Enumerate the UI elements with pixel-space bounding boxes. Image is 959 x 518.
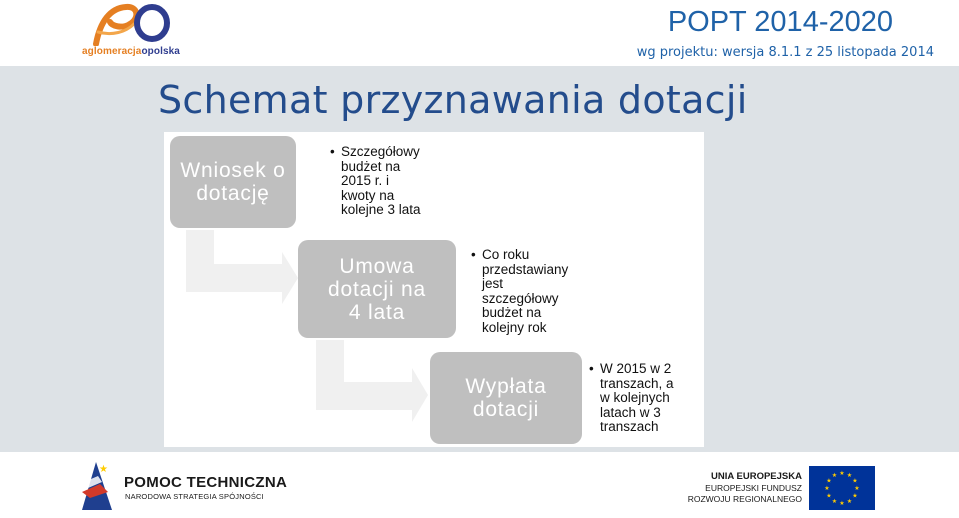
svg-text:★: ★	[846, 472, 853, 479]
arrow-step1-to-step2-icon	[186, 230, 298, 304]
svg-text:★: ★	[839, 470, 845, 477]
bullet-line: W 2015 w 2	[600, 361, 672, 376]
logo-word-opolska: opolska	[141, 46, 180, 57]
bullet-line: latach w 3	[600, 404, 661, 420]
svg-text:★: ★	[852, 492, 858, 500]
bullet-line: przedstawiany	[482, 261, 569, 277]
bullet-line: w kolejnych	[600, 390, 670, 405]
step-bullet-umowa	[471, 247, 569, 335]
step-label-line: 4 lata	[348, 300, 406, 324]
bullet-dot-icon: •	[330, 144, 335, 159]
logo-wordmark	[82, 46, 180, 57]
step-label-line: Umowa	[339, 254, 415, 278]
bullet-dot-icon: •	[589, 361, 594, 376]
svg-text:★: ★	[846, 498, 853, 505]
bullet-line: 2015 r. i	[341, 173, 390, 188]
program-title: POPT 2014-2020	[667, 6, 893, 38]
step-bullet-wniosek	[330, 144, 421, 218]
bullet-line: budżet na	[341, 158, 401, 174]
pomoc-techniczna-logo-icon	[78, 458, 114, 510]
svg-text:★: ★	[839, 500, 845, 507]
step-bullet-wyplata	[589, 361, 674, 435]
step-label-line: dotacji	[472, 398, 540, 421]
step-label-line: dotację	[196, 182, 270, 205]
step-box-wyplata	[430, 352, 582, 444]
eu-line-2: EUROPEJSKI FUNDUSZ	[705, 483, 802, 493]
svg-text:★: ★	[831, 498, 838, 505]
svg-text:★: ★	[824, 485, 830, 492]
logo-word-aglomeracja: aglomeracja	[82, 46, 142, 57]
slide-title: Schemat przyznawania dotacji	[158, 78, 748, 122]
program-version: wg projektu: wersja 8.1.1 z 25 listopada 2014	[636, 45, 934, 60]
svg-text:★: ★	[854, 485, 860, 492]
bullet-dot-icon: •	[471, 247, 476, 262]
step-label-line: dotacji na	[328, 277, 426, 301]
svg-text:★: ★	[99, 464, 108, 475]
bullet-line: transzach	[600, 419, 659, 434]
eu-fund-text	[688, 471, 802, 505]
bullet-line: kolejne 3 lata	[341, 202, 421, 217]
svg-text:★: ★	[831, 472, 838, 479]
step-box-wniosek	[170, 136, 296, 228]
bullet-line: szczegółowy	[482, 290, 559, 306]
eu-flag-icon	[809, 466, 875, 510]
svg-text:★: ★	[826, 477, 832, 485]
aglomeracja-opolska-logo	[82, 2, 192, 62]
header	[0, 0, 959, 66]
bullet-line: Co roku	[482, 247, 530, 262]
process-diagram	[164, 132, 704, 447]
pomoc-techniczna-subtitle: NARODOWA STRATEGIA SPÓJNOŚCI	[125, 492, 264, 501]
bullet-line: budżet na	[482, 305, 542, 320]
pomoc-techniczna-title: POMOC TECHNICZNA	[124, 474, 288, 491]
svg-text:★: ★	[826, 492, 832, 500]
logo-mark-icon	[82, 2, 192, 46]
bullet-line: kolejny rok	[482, 319, 547, 335]
step-label-line: Wniosek o	[180, 159, 286, 182]
arrow-step2-to-step3-icon	[316, 340, 428, 422]
bullet-line: jest	[482, 276, 504, 291]
bullet-line: Szczegółowy	[341, 144, 420, 159]
step-box-umowa	[298, 240, 456, 338]
bullet-line: kwoty na	[341, 187, 395, 203]
svg-text:★: ★	[852, 477, 858, 485]
eu-line-1: UNIA EUROPEJSKA	[711, 471, 802, 482]
step-label-line: Wypłata	[465, 375, 547, 398]
bullet-line: transzach, a	[600, 375, 674, 391]
eu-line-3: ROZWOJU REGIONALNEGO	[687, 494, 802, 504]
